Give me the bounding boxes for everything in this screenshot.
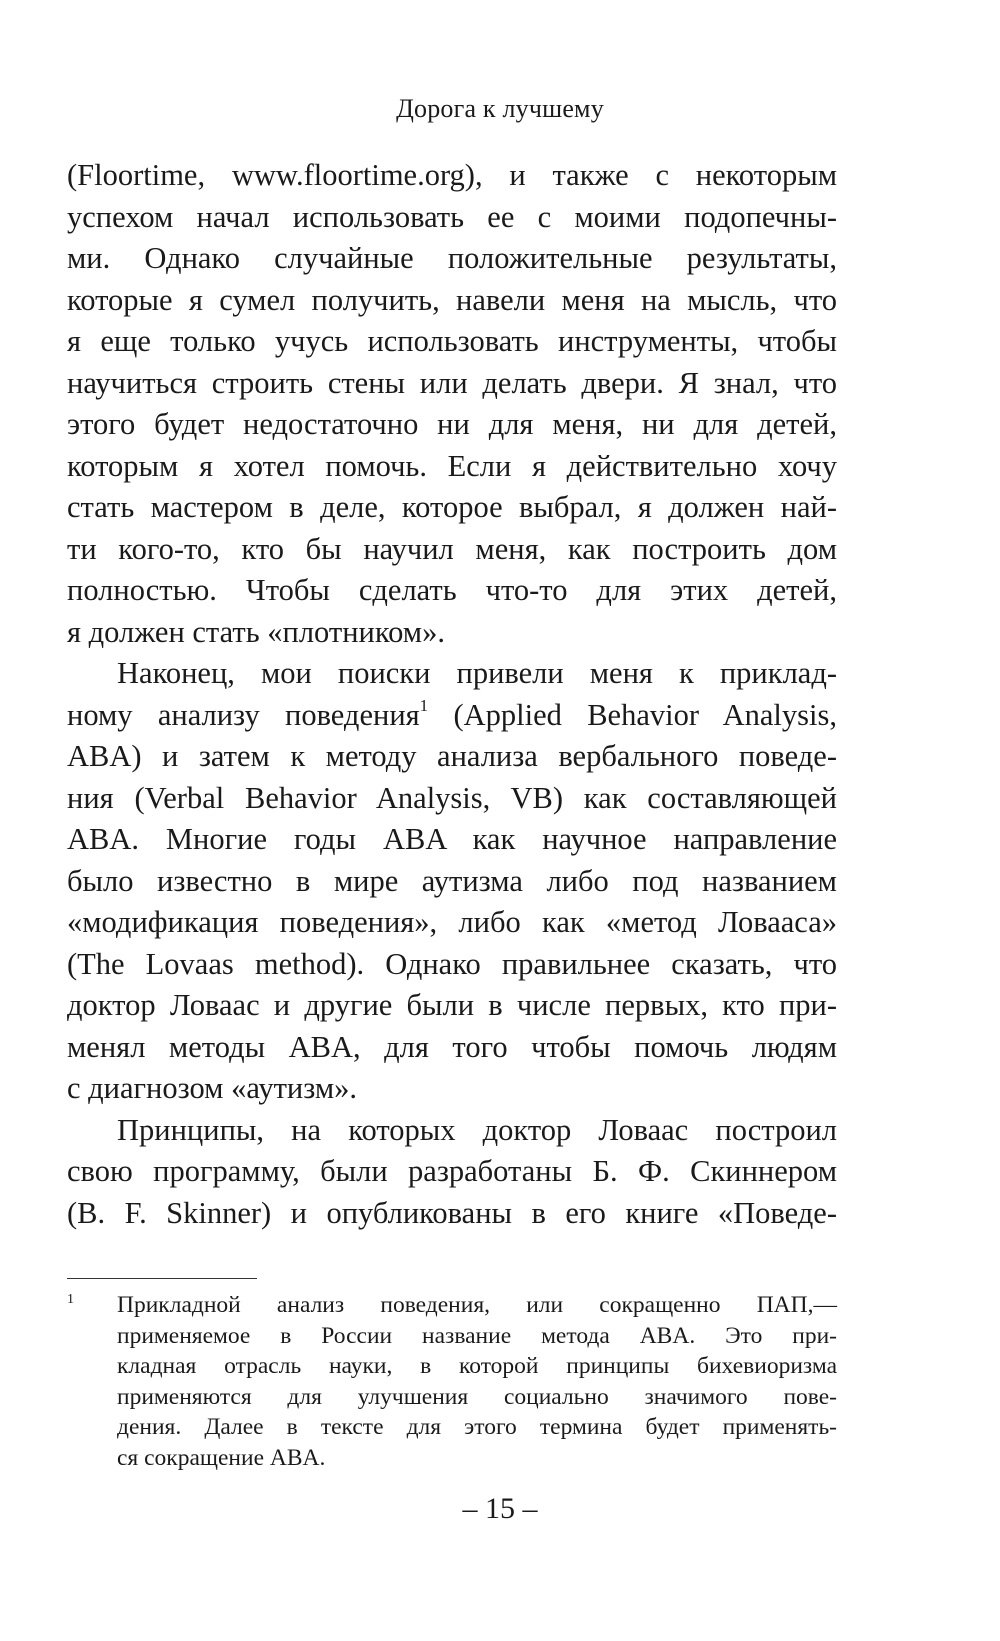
text-line: которые я сумел получить, навели меня на мысль, что — [67, 282, 837, 317]
footnote-number: 1 — [67, 1292, 74, 1307]
text-line-with-footnote — [67, 695, 837, 737]
footnote-line: дения. Далее в тексте для этого термина будет применять- — [117, 1414, 837, 1440]
text-line: этого будет недостаточно ни для меня, ни для детей, — [67, 407, 837, 441]
footnote — [67, 1290, 837, 1473]
text-line: свою программу, были разработаны Б. Ф. Скиннером — [67, 1154, 837, 1188]
footnote-line: Прикладной анализ поведения, или сокращенно ПАП,— — [117, 1292, 837, 1318]
text-fragment: ному анализу поведения — [67, 697, 420, 732]
footnote-text — [117, 1290, 837, 1473]
footnote-line: применяются для улучшения социально значимого пове- — [117, 1383, 837, 1410]
text-line: ния (Verbal Behavior Analysis, VB) как составляющей — [67, 780, 837, 815]
footnote-reference[interactable]: 1 — [419, 695, 429, 715]
running-head: Дорога к лучшему — [396, 94, 604, 123]
footnote-divider — [67, 1278, 257, 1279]
text-line: ми. Однако случайные положительные результаты, — [67, 241, 837, 275]
paragraph-3 — [67, 1110, 837, 1235]
text-line: успехом начал использовать ее с моими подопечны- — [67, 199, 837, 234]
body-text — [67, 155, 837, 1234]
paragraph-1 — [67, 155, 837, 653]
page-number: – 15 – — [462, 1492, 538, 1525]
text-line: (The Lovaas method). Однако правильнее сказать, что — [67, 946, 837, 981]
text-line: я должен стать «плотником». — [67, 614, 445, 649]
text-line: ти кого-то, кто бы научил меня, как построить дом — [67, 531, 837, 566]
text-line: (Floortime, www.floortime.org), и также с некоторым — [67, 158, 837, 192]
text-line: полностью. Чтобы сделать что-то для этих детей, — [67, 573, 837, 607]
text-line: было известно в мире аутизма либо под названием — [67, 863, 837, 898]
paragraph-2 — [67, 653, 837, 1110]
text-line: научиться строить стены или делать двери. Я знал, что — [67, 365, 837, 400]
text-line: Принципы, на которых доктор Ловаас построил — [117, 1112, 837, 1147]
text-line: «модификация поведения», либо как «метод Ловааса» — [67, 905, 837, 939]
footnote-line: ся сокращение ABA. — [117, 1444, 326, 1471]
text-line: с диагнозом «аутизм». — [67, 1071, 358, 1105]
text-line: ABA. Многие годы ABA как научное направление — [67, 822, 837, 856]
text-line: ABA) и затем к методу анализа вербального поведе- — [67, 739, 837, 773]
text-line: стать мастером в деле, которое выбрал, я должен най- — [67, 490, 837, 524]
text-fragment: (Applied Behavior Analysis, — [453, 697, 837, 732]
text-line: (B. F. Skinner) и опубликованы в его книге «Поведе- — [67, 1195, 837, 1230]
footnote-line: применяемое в России название метода ABA. Это при- — [117, 1322, 837, 1349]
footnote-line: кладная отрасль науки, в которой принципы бихевиоризма — [117, 1353, 837, 1379]
text-line: Наконец, мои поиски привели меня к приклад- — [117, 656, 837, 690]
text-line: менял методы ABA, для того чтобы помочь людям — [67, 1029, 837, 1064]
text-line: доктор Ловаас и другие были в числе первых, кто при- — [67, 988, 837, 1022]
text-line: которым я хотел помочь. Если я действительно хочу — [67, 448, 837, 483]
text-line: я еще только учусь использовать инструменты, чтобы — [67, 324, 837, 358]
